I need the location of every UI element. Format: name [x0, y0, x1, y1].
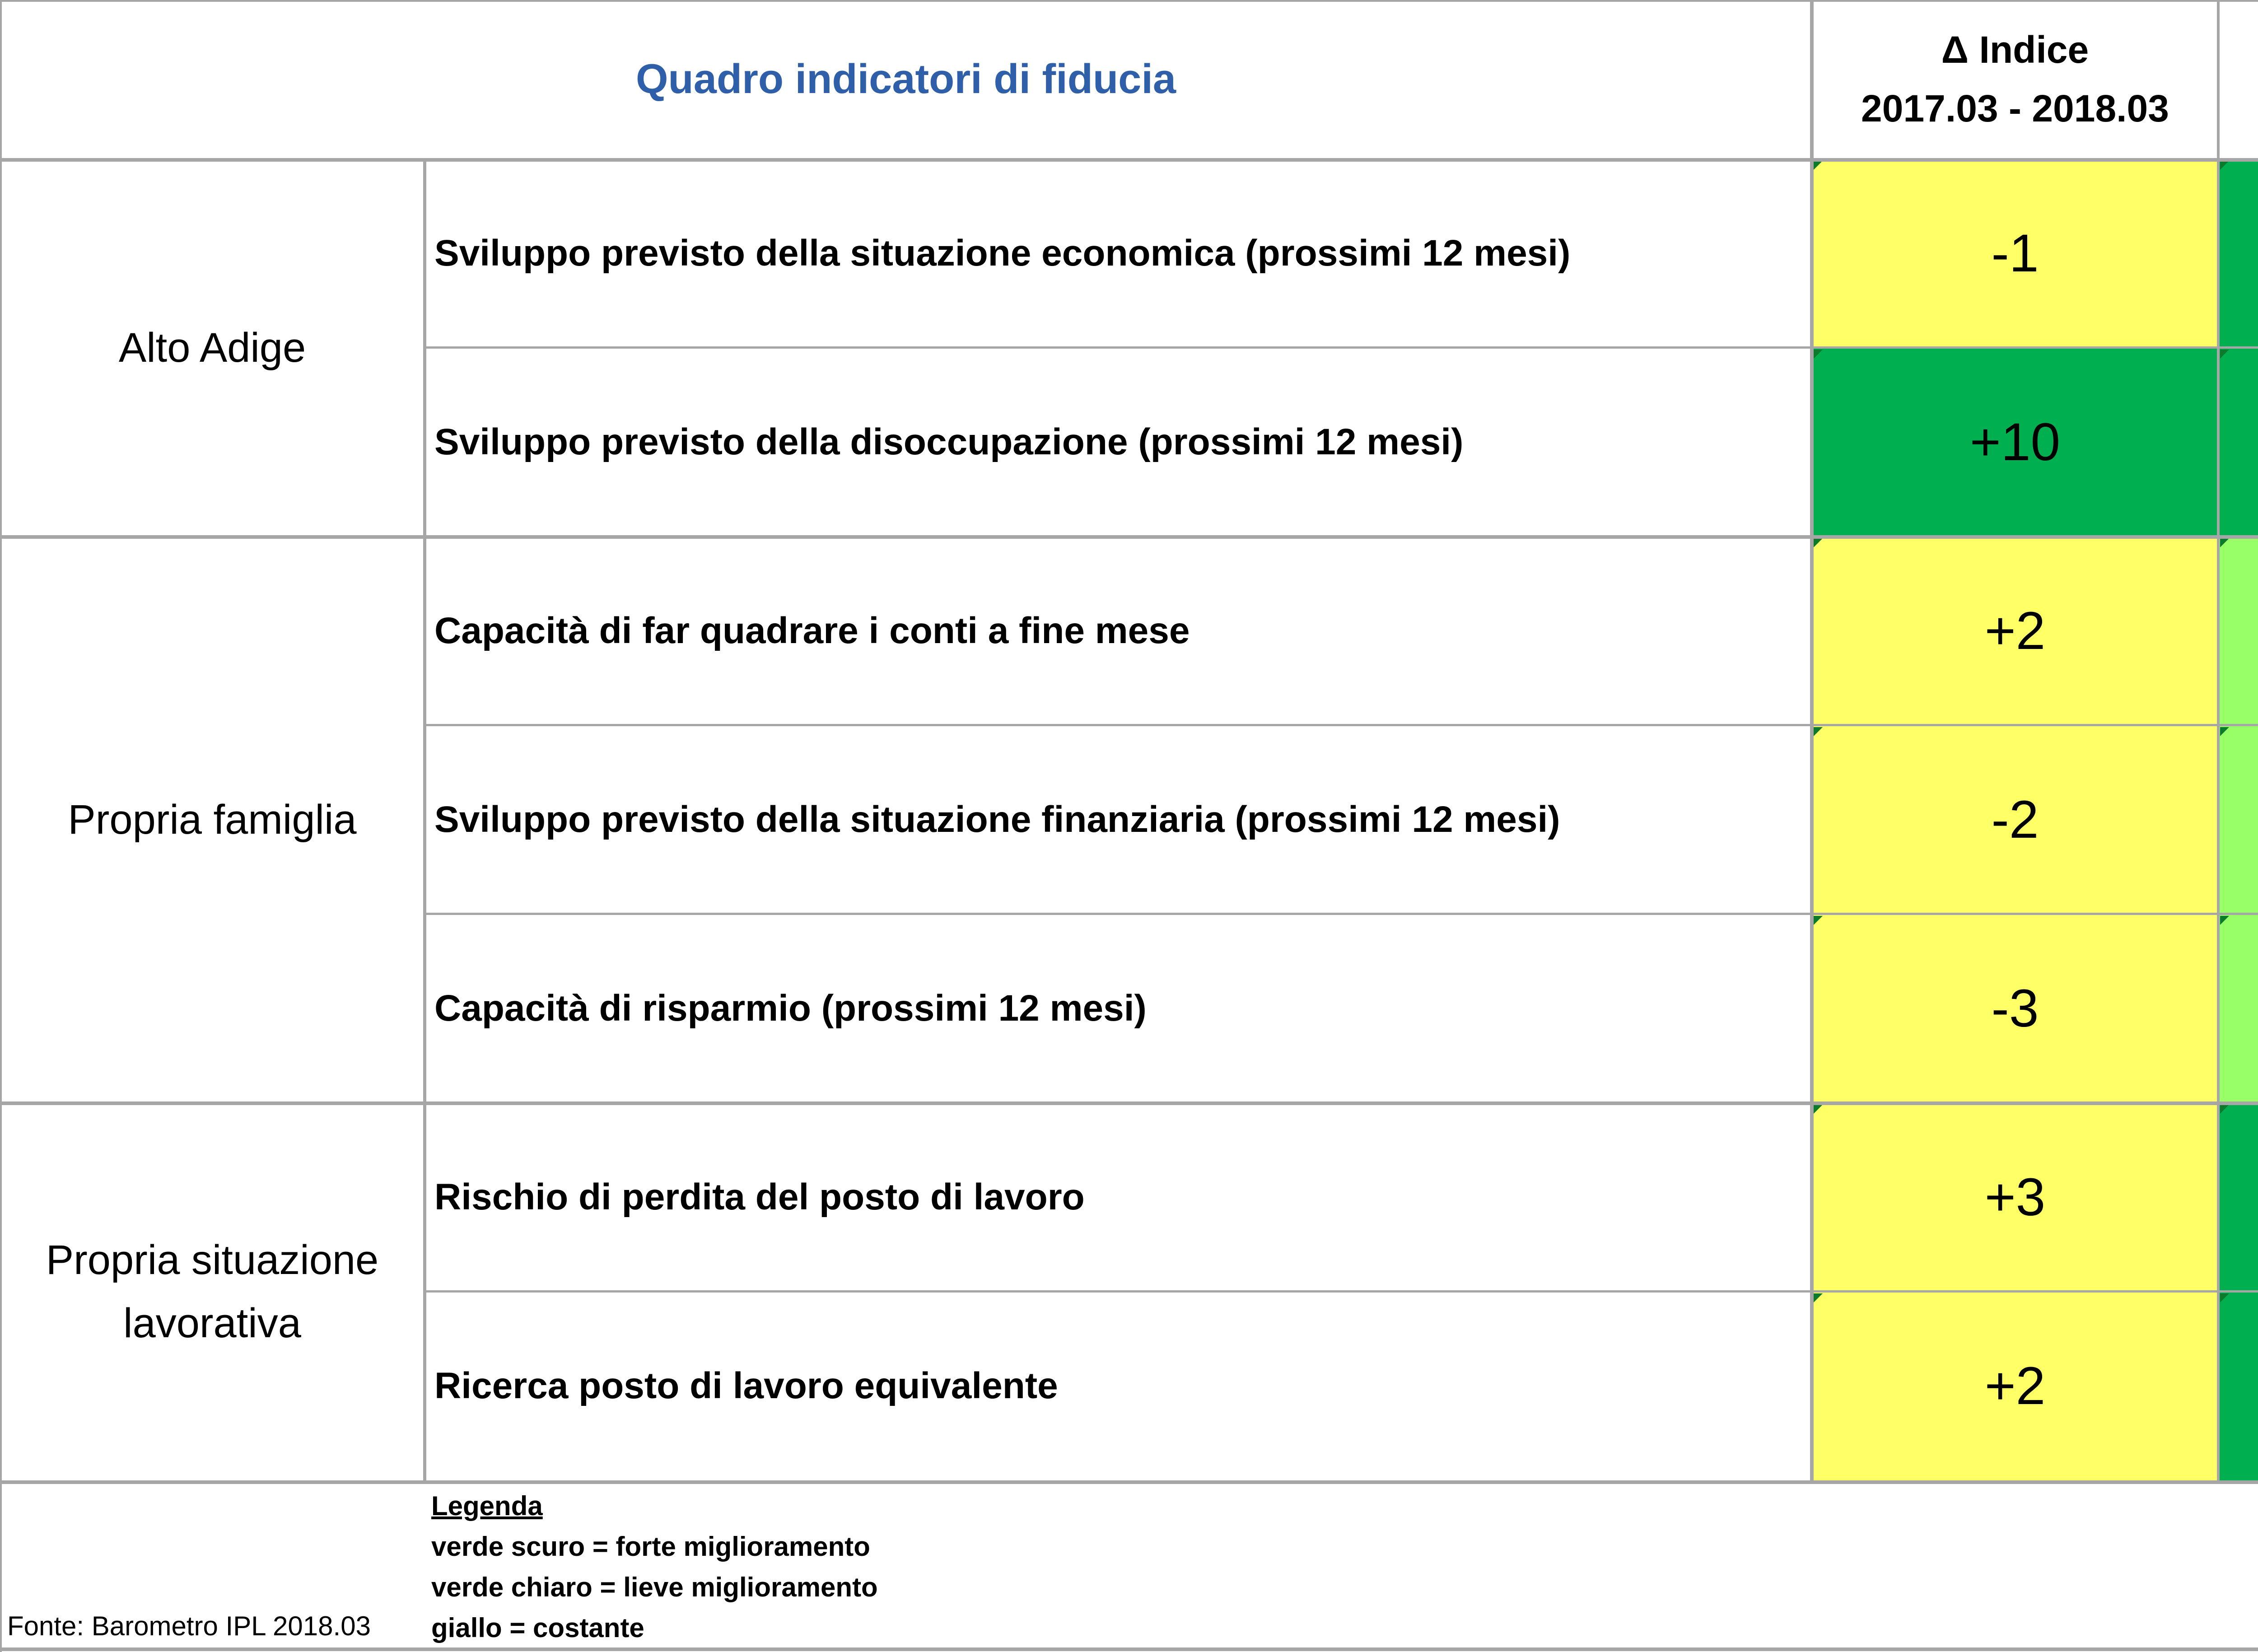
value-cell — [2218, 1103, 2258, 1292]
value-cell — [2218, 914, 2258, 1103]
group-label-line: Alto Adige — [118, 325, 306, 371]
column-header-1 — [1812, 0, 2218, 158]
comment-marker-icon — [2220, 350, 2229, 359]
value-cell — [2218, 537, 2258, 725]
comment-marker-icon — [2220, 1293, 2229, 1302]
group-label-1 — [0, 159, 425, 537]
value-cell: -3 — [1812, 914, 2218, 1103]
value-cell: +10 — [1812, 348, 2218, 537]
indicator-label: Ricerca posto di lavoro equivalente — [434, 1365, 1058, 1406]
grid-line — [425, 724, 2258, 726]
grid-line — [0, 1647, 2258, 1651]
value-cell — [2218, 725, 2258, 914]
comment-marker-icon — [1814, 727, 1823, 736]
legend — [431, 1486, 878, 1648]
group-label-line: lavorativa — [123, 1300, 301, 1346]
value-cell — [2218, 348, 2258, 537]
legend-item-yellow: giallo = costante — [431, 1613, 644, 1643]
value-cell: +2 — [1812, 537, 2218, 725]
source-note: Fonte: Barometro IPL 2018.03 — [7, 1611, 371, 1641]
grid-line — [0, 535, 2258, 539]
group-label-2 — [0, 537, 425, 1103]
grid-line — [0, 1101, 2258, 1105]
grid-line — [0, 158, 2258, 162]
grid-line — [0, 1480, 2258, 1484]
comment-marker-icon — [2220, 727, 2229, 736]
value-cell — [2218, 159, 2258, 348]
table-title: Quadro indicatori di fiducia — [635, 56, 1176, 102]
grid-line — [425, 1290, 2258, 1293]
indicator-label: Capacità di risparmio (prossimi 12 mesi) — [434, 988, 1147, 1029]
column-header-1-delta: Δ Indice — [1941, 28, 2089, 71]
grid-line — [2217, 0, 2220, 1480]
grid-line — [423, 159, 426, 1480]
group-label-line: Propria situazione — [46, 1237, 379, 1283]
value-cell: -1 — [1812, 159, 2218, 348]
comment-marker-icon — [2220, 916, 2229, 925]
grid-line — [425, 346, 2258, 349]
indicator-label: Rischio di perdita del posto di lavoro — [434, 1176, 1085, 1218]
indicator-label: Sviluppo previsto della situazione finanziaria (prossimi 12 mesi) — [434, 799, 1560, 840]
comment-marker-icon — [1814, 1293, 1823, 1302]
comment-marker-icon — [1814, 1105, 1823, 1114]
value-cell: +2 — [1812, 1292, 2218, 1480]
column-header-2 — [2218, 0, 2258, 158]
grid-line — [425, 913, 2258, 915]
indicator-label: Sviluppo previsto della situazione economica (prossimi 12 mesi) — [434, 233, 1571, 274]
group-label-line: Propria famiglia — [68, 797, 357, 843]
comment-marker-icon — [1814, 916, 1823, 925]
grid-line — [0, 0, 2, 1652]
group-label-3 — [0, 1103, 425, 1480]
column-header-1-period: 2017.03 - 2018.03 — [1861, 87, 2169, 130]
grid-line — [1810, 0, 1814, 1480]
value-cell: +3 — [1812, 1103, 2218, 1292]
grid-line — [0, 0, 2258, 2]
legend-item-dark-green: verde scuro = forte miglioramento — [431, 1531, 870, 1562]
comment-marker-icon — [1814, 538, 1823, 547]
value-cell — [2218, 1292, 2258, 1480]
legend-item-light-green: verde chiaro = lieve miglioramento — [431, 1572, 878, 1602]
comment-marker-icon — [1814, 350, 1823, 359]
comment-marker-icon — [2220, 161, 2229, 170]
comment-marker-icon — [2220, 538, 2229, 547]
comment-marker-icon — [1814, 161, 1823, 170]
indicator-label: Capacità di far quadrare i conti a fine mese — [434, 610, 1190, 651]
legend-title: Legenda — [431, 1491, 543, 1521]
value-cell: -2 — [1812, 725, 2218, 914]
comment-marker-icon — [2220, 1105, 2229, 1114]
indicator-label: Sviluppo previsto della disoccupazione (prossimi 12 mesi) — [434, 421, 1464, 462]
